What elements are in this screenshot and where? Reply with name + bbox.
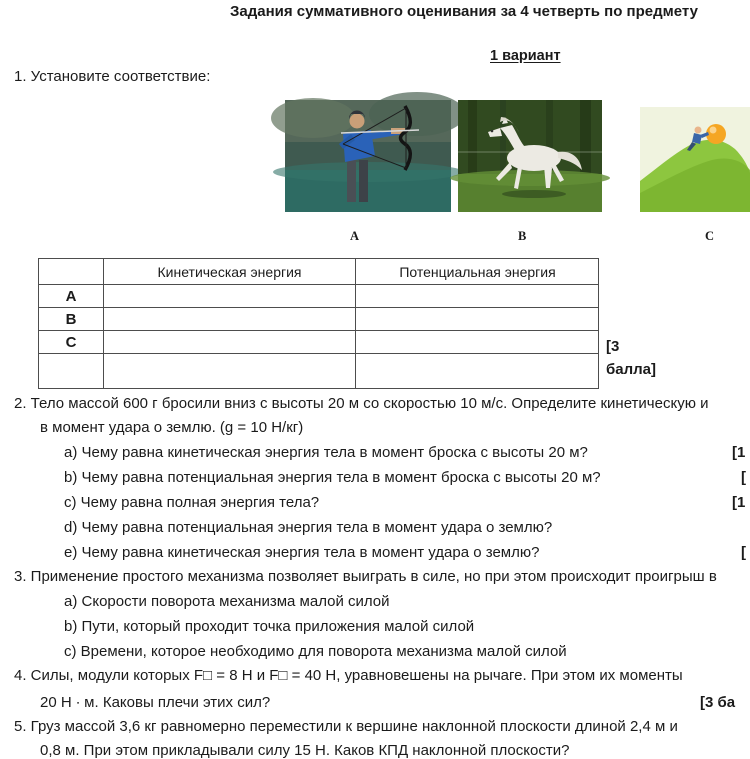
q2-item-d: d) Чему равна потенциальная энергия тела в момент удара о землю? [64, 519, 553, 536]
answer-cell-b-potential [356, 308, 599, 331]
answer-cell-c-potential [356, 331, 599, 354]
row-label-a: A [39, 285, 104, 308]
archer-photo-graphic [285, 100, 451, 212]
q4-line2: 20 Н ∙ м. Каковы плечи этих сил? [40, 694, 271, 711]
image-label-c: C [705, 229, 715, 243]
q1-prompt: 1. Установите соответствие: [14, 68, 211, 85]
hill-illustration-graphic [640, 107, 750, 212]
q2-item-e-points: [ [741, 544, 746, 561]
q2-line2: в момент удара о землю. (g = 10 Н/кг) [40, 419, 304, 436]
col-header-potential: Потенциальная энергия [356, 259, 599, 285]
q4-points: [3 ба [700, 694, 736, 711]
col-header-kinetic: Кинетическая энергия [104, 259, 356, 285]
q4-line1: 4. Силы, модули которых F□ = 8 Н и F□ = 40 Н, уравновешены на рычаге. При этом их моменты [14, 667, 683, 684]
q5-line2: 0,8 м. При этом прикладывали силу 15 Н. Каков КПД наклонной плоскости? [40, 742, 570, 759]
q3-item-a: a) Скорости поворота механизма малой силой [64, 593, 390, 610]
table-corner-cell [39, 259, 104, 285]
image-archer [285, 100, 451, 212]
answer-cell-a-potential [356, 285, 599, 308]
q2-line1: 2. Тело массой 600 г бросили вниз с высоты 20 м со скоростью 10 м/с. Определите кинетическую и [14, 395, 709, 412]
table-filler-cell [356, 354, 599, 388]
table-filler-cell [39, 354, 104, 388]
answer-cell-a-kinetic [104, 285, 356, 308]
q1-points: [3 балла] [606, 338, 657, 378]
image-label-a: A [350, 229, 360, 243]
horse-photo-graphic [458, 100, 602, 212]
answer-cell-b-kinetic [104, 308, 356, 331]
q5-line1: 5. Груз массой 3,6 кг равномерно переместили к вершине наклонной плоскости длиной 2,4 м и [14, 718, 678, 735]
row-label-c: C [39, 331, 104, 354]
q2-item-b-points: [ [741, 469, 746, 486]
image-label-b: B [518, 229, 527, 243]
q2-item-a: a) Чему равна кинетическая энергия тела в момент броска с высоты 20 м? [64, 444, 588, 461]
document-title: Задания суммативного оценивания за 4 четверть по предмету [230, 3, 698, 20]
q3-item-c: c) Времени, которое необходимо для поворота механизма малой силой [64, 643, 567, 660]
q2-item-c-points: [1 [732, 494, 746, 511]
q2-item-e: e) Чему равна кинетическая энергия тела в момент удара о землю? [64, 544, 540, 561]
q2-item-b: b) Чему равна потенциальная энергия тела в момент броска с высоты 20 м? [64, 469, 601, 486]
q2-item-a-points: [1 [732, 444, 746, 461]
q3-line1: 3. Применение простого механизма позволяет выиграть в силе, но при этом происходит проигрыш в [14, 568, 717, 585]
q3-item-b: b) Пути, который проходит точка приложения малой силой [64, 618, 475, 635]
image-hill-ball [640, 107, 750, 212]
table-filler-cell [104, 354, 356, 388]
q1-matching-table [38, 258, 599, 389]
answer-cell-c-kinetic [104, 331, 356, 354]
variant-heading: 1 вариант [490, 48, 561, 64]
row-label-b: B [39, 308, 104, 331]
q2-item-c: c) Чему равна полная энергия тела? [64, 494, 320, 511]
image-horse [458, 100, 602, 212]
